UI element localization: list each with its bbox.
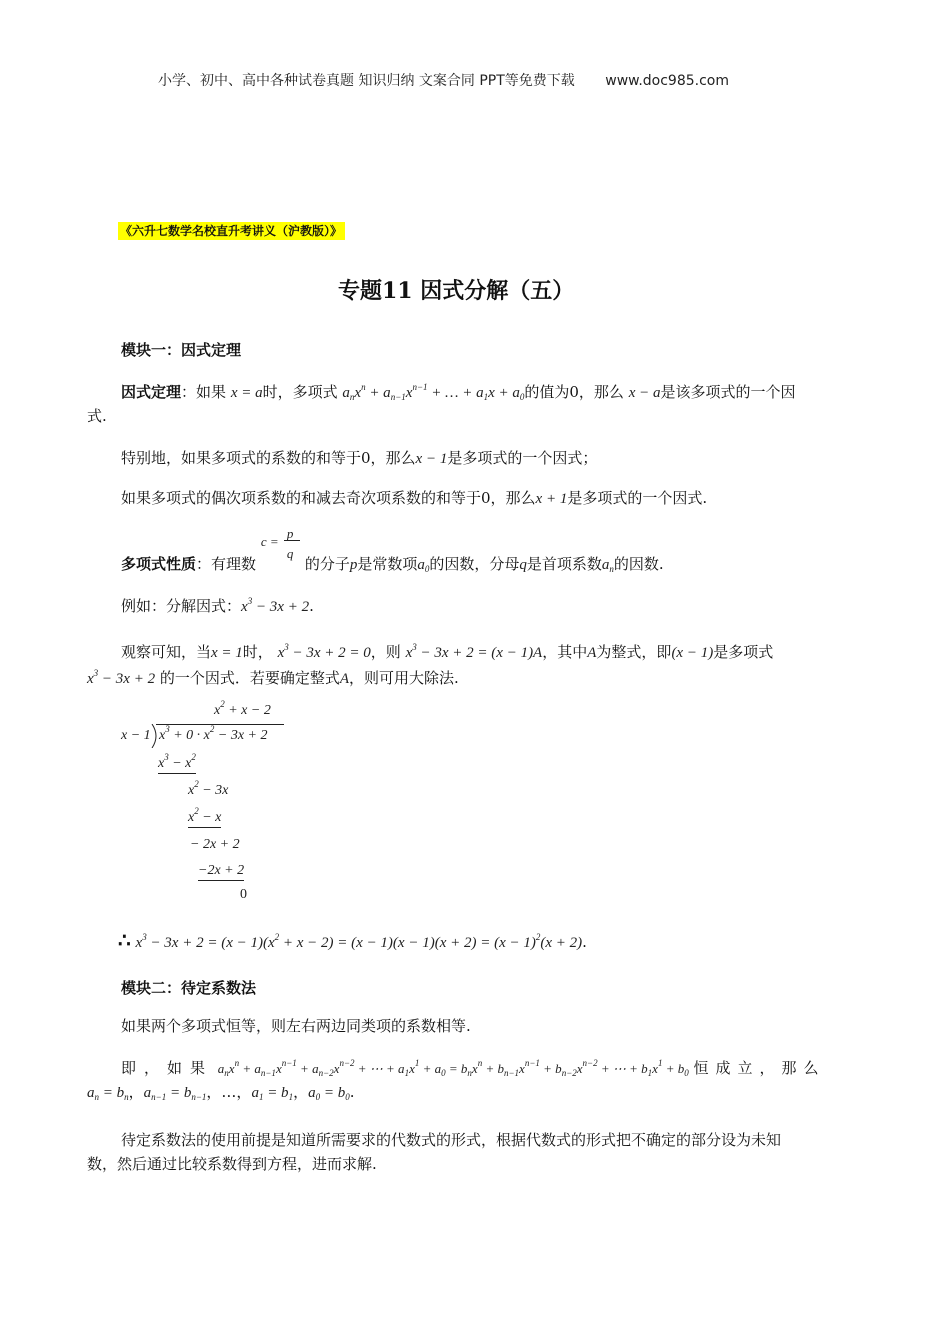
obs-text-e: 为整式，即	[596, 643, 672, 661]
obs-text-h: ，则可用大除法.	[349, 669, 459, 687]
conclusion-line: ∴ $x^3 - 3x + 2 = (x - 1)(x^2 + x - 2) = (x - 1)(x - 1)(x + 2) = (x - 1)^2(x + 2)$.	[118, 928, 587, 952]
obs-text-b: 时，	[242, 643, 273, 661]
module2-paragraph-2	[121, 1056, 826, 1081]
obs-text-d: ，其中	[542, 643, 588, 661]
obs-text-c: ，则	[370, 643, 401, 661]
math-q: q	[519, 557, 527, 573]
special1-text-a: 特别地，如果多项式的系数的和等于0，那么	[121, 449, 416, 467]
module2-paragraph-3: 待定系数法的使用前提是知道所需要求的代数式的形式，根据代数式的形式把不确定的部分设为未知	[121, 1131, 782, 1149]
site-header-text: 小学、初中、高中各种试卷真题 知识归纳 文案合同 PPT等免费下载	[158, 73, 575, 89]
math-an: $a_n$	[601, 557, 614, 574]
prop-text-e: 是首项系数	[526, 555, 602, 573]
obs-text-a: 观察可知，当	[121, 643, 212, 661]
special-case-1	[121, 446, 597, 471]
prop-text-d: 的因数，分母	[429, 555, 520, 573]
math-a0: $a_0$	[417, 557, 430, 574]
prop-text-c: 是常数项	[357, 555, 418, 573]
module2-coefficient-list: $a_n = b_n$，$a_{n-1} = b_{n-1}$，…，$a_1 = b_1$，$a_0 = b_0$.	[87, 1083, 355, 1102]
math-poly-repeat: $x^3 - 3x + 2$	[87, 668, 156, 687]
long-division: $x^2 + x - 2$ x − 1 $x^3 + 0 \cdot x^2 - 3x + 2$ $x^3 - x^2$ $x^2 - 3x$ $x^2 - x$ − 2x + 2 −2x + 2 0	[118, 703, 298, 908]
math-x-minus-1: x − 1	[415, 451, 448, 467]
special2-text-b: 是多项式的一个因式.	[567, 489, 708, 507]
special1-text-b: 是多项式的一个因式；	[447, 449, 598, 467]
module2-p2-text-a: 即，如果	[121, 1059, 214, 1077]
site-header	[158, 70, 729, 90]
prop-text-f: 的因数.	[613, 555, 664, 573]
math-poly-eq-0: $x^3 - 3x + 2 = 0$	[277, 642, 371, 661]
obs-text-g: 的一个因式．若要确定整式	[159, 669, 340, 687]
math-x-eq-1: x = 1	[211, 645, 243, 661]
module1-heading: 模块一：因式定理	[121, 341, 242, 359]
special2-text-a: 如果多项式的偶次项系数的和减去奇次项系数的和等于0，那么	[121, 489, 536, 507]
theorem-text-1: ：如果	[181, 383, 227, 401]
module2-paragraph-4: 数，然后通过比较系数得到方程，进而求解.	[87, 1155, 377, 1173]
property-label: 多项式性质	[121, 555, 197, 573]
polynomial-property	[121, 526, 664, 577]
math-poly-eq-product: $x^3 - 3x + 2 = (x - 1)A$	[405, 642, 543, 661]
theorem-label: 因式定理	[121, 383, 182, 401]
math-x-plus-1: x + 1	[535, 491, 568, 507]
math-x-minus-a: x − a	[628, 385, 661, 401]
therefore-symbol: ∴	[118, 928, 131, 952]
observation-line-1: 观察可知，当x = 1时， $x^3 - 3x + 2 = 0$，则 $x^3 - 3x + 2 = (x - 1)A$，其中A为整式，即(x − 1)是多项式	[121, 642, 774, 661]
math-polynomial: $a_nx^n + a_{n-1}x^{n-1}$ + … + $a_1x + a_0$	[342, 382, 525, 402]
math-x-minus-1-paren: (x − 1)	[671, 645, 714, 661]
module2-paragraph-1: 如果两个多项式恒等，则左右两边同类项的系数相等.	[121, 1017, 471, 1035]
math-final-factorization: $x^3 - 3x + 2 = (x - 1)(x^2 + x - 2) = (x - 1)(x - 1)(x + 2) = (x - 1)^2(x + 2)$	[135, 932, 583, 951]
module2-p2-text-b: 恒成立，那么	[693, 1059, 826, 1077]
theorem-text-4: 是该多项式的一个因	[660, 383, 796, 401]
theorem-text-2: 时，多项式	[262, 383, 338, 401]
example-line: 例如：分解因式：$x^3 - 3x + 2$.	[121, 596, 314, 615]
module2-heading: 模块二：待定系数法	[121, 979, 257, 997]
theorem-text-5: 式.	[87, 407, 107, 425]
math-p: p	[349, 557, 358, 573]
site-url-link[interactable]: www.doc985.com	[605, 73, 729, 89]
math-c-eq-p-over-q: c = p q	[261, 552, 305, 576]
prop-text-a: ：有理数	[196, 555, 257, 573]
math-identity: $a_nx^n + a_{n-1}x^{n-1} + a_{n-2}x^{n-2}$ + ⋯ + $a_1x^1 + a_0 = b_nx^n + b_{n-1}x^{n-1} + b_{n-2}x^{n-2}$ + ⋯ + $b_1x^1 + b_0$	[217, 1058, 689, 1078]
obs-text-f: 是多项式	[713, 643, 774, 661]
example-text: 例如：分解因式：	[121, 597, 242, 615]
math-example-poly: $x^3 - 3x + 2$	[241, 596, 310, 615]
series-tag: 《六升七数学名校直升考讲义（沪教版）》	[118, 222, 345, 240]
special-case-2	[121, 486, 707, 511]
page-title: 专题11 因式分解（五）	[338, 278, 575, 304]
math-x-eq-a: x = a	[230, 385, 263, 401]
prop-text-b: 的分子	[304, 555, 350, 573]
observation-line-2: $x^3 - 3x + 2$ 的一个因式．若要确定整式A，则可用大除法.	[87, 668, 459, 687]
factor-theorem	[121, 380, 796, 405]
theorem-text-3: 的值为0，那么	[524, 383, 624, 401]
